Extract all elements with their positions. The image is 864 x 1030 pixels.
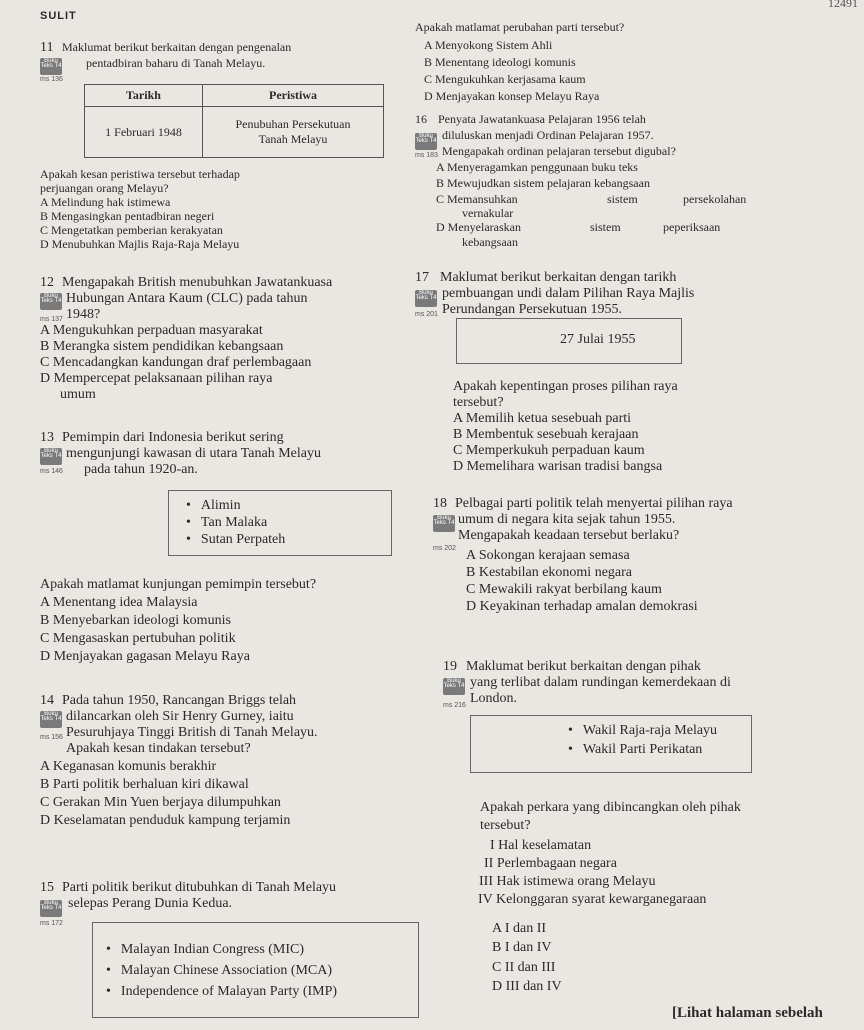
q11-stem-2: pentadbiran baharu di Tanah Melayu. xyxy=(86,56,266,70)
q19-statement-2: II Perlembagaan negara xyxy=(484,856,617,871)
q14-option-b[interactable]: B Parti politik berhaluan kiri dikawal xyxy=(40,777,249,792)
q17-stem-3: Perundangan Persekutuan 1955. xyxy=(442,302,623,317)
q11-table-event-line2: Tanah Melayu xyxy=(258,132,328,146)
page-header: SULIT xyxy=(40,10,77,22)
q16-ms: ms 183 xyxy=(415,152,438,159)
q18-number: 18 xyxy=(433,496,447,511)
q13-list-item: • Alimin xyxy=(186,498,241,514)
q11-table-header-date: Tarikh xyxy=(85,85,203,107)
q16-option-d-2[interactable]: kebangsaan xyxy=(462,235,518,249)
q13-number: 13 xyxy=(40,430,54,445)
q18-option-b[interactable]: B Kestabilan ekonomi negara xyxy=(466,565,633,580)
q12-stem-2: Hubungan Antara Kaum (CLC) pada tahun xyxy=(66,291,308,306)
q16-option-d-1b[interactable]: sistem xyxy=(590,220,621,234)
q17-number: 17 xyxy=(415,270,429,285)
q10-question: Apakah matlamat perubahan parti tersebut? xyxy=(415,20,625,34)
q12-option-a[interactable]: A Mengukuhkan perpaduan masyarakat xyxy=(40,323,263,338)
buku-teks-badge: Buku Teks T4 xyxy=(415,133,437,150)
q17-question-1: Apakah kepentingan proses pilihan raya xyxy=(453,379,678,394)
q19-option-d[interactable]: D III dan IV xyxy=(492,979,562,994)
q17-date: 27 Julai 1955 xyxy=(560,332,636,347)
q11-question-2: perjuangan orang Melayu? xyxy=(40,181,169,195)
q11-option-b[interactable]: B Mengasingkan pentadbiran negeri xyxy=(40,209,215,223)
q16-option-c-2[interactable]: vernakular xyxy=(462,206,514,220)
q16-option-c-1b[interactable]: sistem xyxy=(607,192,638,206)
q16-option-c-1c[interactable]: persekolahan xyxy=(683,192,747,206)
q12-option-d-1[interactable]: D Mempercepat pelaksanaan pilihan raya xyxy=(40,371,273,386)
q13-stem-3: pada tahun 1920-an. xyxy=(84,462,198,477)
q13-option-d[interactable]: D Menjayakan gagasan Melayu Raya xyxy=(40,649,250,664)
q18-option-c[interactable]: C Mewakili rakyat berbilang kaum xyxy=(466,582,662,597)
q19-list-item: • Wakil Raja-raja Melayu xyxy=(568,723,717,739)
q13-list-item: • Sutan Perpateh xyxy=(186,532,285,548)
q19-statement-4: IV Kelonggaran syarat kewarganegaraan xyxy=(478,892,707,907)
q19-number: 19 xyxy=(443,659,457,674)
page-corner: 12491 xyxy=(828,0,858,10)
buku-teks-badge: Buku Teks T4 xyxy=(433,515,455,532)
q19-option-b[interactable]: B I dan IV xyxy=(492,940,552,955)
q11-table-event-line1: Penubuhan Persekutuan xyxy=(235,117,351,131)
q15-stem-2: selepas Perang Dunia Kedua. xyxy=(68,896,233,911)
q10-option-b[interactable]: B Menentang ideologi komunis xyxy=(424,55,576,69)
buku-teks-badge: Buku Teks T4 xyxy=(40,448,62,465)
q19-statement-1: I Hal keselamatan xyxy=(490,838,592,853)
next-page-note: [Lihat halaman sebelah xyxy=(672,1005,823,1021)
q18-option-a[interactable]: A Sokongan kerajaan semasa xyxy=(466,548,630,563)
q12-option-b[interactable]: B Merangka sistem pendidikan kebangsaan xyxy=(40,339,284,354)
q16-stem-2: diluluskan menjadi Ordinan Pelajaran 1957. xyxy=(442,128,654,142)
q13-option-a[interactable]: A Menentang idea Malaysia xyxy=(40,595,198,610)
q18-option-d[interactable]: D Keyakinan terhadap amalan demokrasi xyxy=(466,599,698,614)
q11-stem-1: Maklumat berikut berkaitan dengan pengenalan xyxy=(62,40,292,54)
q11-option-d[interactable]: D Menubuhkan Majlis Raja-Raja Melayu xyxy=(40,237,240,251)
q19-statement-3: III Hak istimewa orang Melayu xyxy=(479,874,656,889)
q19-stem-1: Maklumat berikut berkaitan dengan pihak xyxy=(466,659,701,674)
q11-question-1: Apakah kesan peristiwa tersebut terhadap xyxy=(40,167,240,181)
q18-stem-1: Pelbagai parti politik telah menyertai pilihan raya xyxy=(455,496,733,511)
q15-ms: ms 172 xyxy=(40,920,63,927)
q11-table-header-event: Peristiwa xyxy=(203,85,384,107)
q19-ms: ms 216 xyxy=(443,702,466,709)
q16-option-c-1[interactable]: C Memansuhkan xyxy=(436,192,518,206)
q11-option-a[interactable]: A Melindung hak istimewa xyxy=(40,195,171,209)
q16-stem-1: Penyata Jawatankuasa Pelajaran 1956 telah xyxy=(438,112,646,126)
q19-option-c[interactable]: C II dan III xyxy=(492,960,556,975)
q14-option-c[interactable]: C Gerakan Min Yuen berjaya dilumpuhkan xyxy=(40,795,281,810)
q12-stem-3: 1948? xyxy=(66,307,101,322)
q10-option-a[interactable]: A Menyokong Sistem Ahli xyxy=(424,38,553,52)
buku-teks-badge: Buku Teks T4 xyxy=(40,58,62,75)
q13-ms: ms 146 xyxy=(40,468,63,475)
buku-teks-badge: Buku Teks T4 xyxy=(443,678,465,695)
buku-teks-badge: Buku Teks T4 xyxy=(40,711,62,728)
q13-list-item: • Tan Malaka xyxy=(186,515,267,531)
q12-ms: ms 137 xyxy=(40,316,63,323)
q16-option-d-1[interactable]: D Menyelaraskan xyxy=(436,220,521,234)
q19-option-a[interactable]: A I dan II xyxy=(492,921,547,936)
q14-option-a[interactable]: A Keganasan komunis berakhir xyxy=(40,759,217,774)
q11-number: 11 xyxy=(40,40,54,55)
q11-ms: ms 136 xyxy=(40,76,63,83)
q15-list-item: • Malayan Chinese Association (MCA) xyxy=(106,963,332,979)
q10-option-c[interactable]: C Mengukuhkan kerjasama kaum xyxy=(424,72,586,86)
q12-option-d-2[interactable]: umum xyxy=(60,387,96,402)
q17-question-2: tersebut? xyxy=(453,395,504,410)
q14-option-d[interactable]: D Keselamatan penduduk kampung terjamin xyxy=(40,813,291,828)
q17-option-a[interactable]: A Memilih ketua sesebuah parti xyxy=(453,411,632,426)
q11-option-c[interactable]: C Mengetatkan pemberian kerakyatan xyxy=(40,223,223,237)
q16-option-b[interactable]: B Mewujudkan sistem pelajaran kebangsaan xyxy=(436,176,650,190)
q17-ms: ms 201 xyxy=(415,311,438,318)
q17-option-c[interactable]: C Memperkukuh perpaduan kaum xyxy=(453,443,645,458)
q17-stem-1: Maklumat berikut berkaitan dengan tarikh xyxy=(440,270,677,285)
q15-list-item: • Independence of Malayan Party (IMP) xyxy=(106,984,337,1000)
q14-question: Apakah kesan tindakan tersebut? xyxy=(66,741,251,756)
q14-number: 14 xyxy=(40,693,54,708)
q13-stem-1: Pemimpin dari Indonesia berikut sering xyxy=(62,430,284,445)
q15-stem-1: Parti politik berikut ditubuhkan di Tanah Melayu xyxy=(62,880,337,895)
q19-stem-2: yang terlibat dalam rundingan kemerdekaan di xyxy=(470,675,731,690)
q16-stem-3: Mengapakah ordinan pelajaran tersebut digubal? xyxy=(442,144,676,158)
q12-option-c[interactable]: C Mencadangkan kandungan draf perlembagaan xyxy=(40,355,312,370)
q18-stem-3: Mengapakah keadaan tersebut berlaku? xyxy=(458,528,680,543)
q16-option-d-1c[interactable]: peperiksaan xyxy=(663,220,721,234)
q12-number: 12 xyxy=(40,275,54,290)
q19-stem-3: London. xyxy=(470,691,518,706)
q13-stem-2: mengunjungi kawasan di utara Tanah Melayu xyxy=(66,446,321,461)
q16-option-a[interactable]: A Menyeragamkan penggunaan buku teks xyxy=(436,160,638,174)
q17-option-d[interactable]: D Memelihara warisan tradisi bangsa xyxy=(453,459,663,474)
q14-stem-2: dilancarkan oleh Sir Henry Gurney, iaitu xyxy=(66,709,294,724)
q18-stem-2: umum di negara kita sejak tahun 1955. xyxy=(458,512,676,527)
q10-option-d[interactable]: D Menjayakan konsep Melayu Raya xyxy=(424,89,600,103)
q17-stem-2: pembuangan undi dalam Pilihan Raya Majlis xyxy=(442,286,695,301)
q14-stem-1: Pada tahun 1950, Rancangan Briggs telah xyxy=(62,693,297,708)
buku-teks-badge: Buku Teks T4 xyxy=(415,290,437,307)
q18-ms: ms 202 xyxy=(433,545,456,552)
buku-teks-badge: Buku Teks T4 xyxy=(40,900,62,917)
q15-list-item: • Malayan Indian Congress (MIC) xyxy=(106,942,304,958)
q16-number: 16 xyxy=(415,112,427,126)
q17-option-b[interactable]: B Membentuk sesebuah kerajaan xyxy=(453,427,639,442)
q11-table-event xyxy=(203,107,384,158)
q13-option-c[interactable]: C Mengasaskan pertubuhan politik xyxy=(40,631,236,646)
q11-table-date: 1 Februari 1948 xyxy=(85,107,203,158)
q19-question-1: Apakah perkara yang dibincangkan oleh pihak xyxy=(480,800,741,815)
q19-list-item: • Wakil Parti Perikatan xyxy=(568,742,702,758)
buku-teks-badge: Buku Teks T4 xyxy=(40,293,62,310)
q12-stem-1: Mengapakah British menubuhkan Jawatankuasa xyxy=(62,275,333,290)
q14-ms: ms 156 xyxy=(40,734,63,741)
q13-option-b[interactable]: B Menyebarkan ideologi komunis xyxy=(40,613,231,628)
q14-stem-3: Pesuruhjaya Tinggi British di Tanah Melayu. xyxy=(66,725,318,740)
q19-question-2: tersebut? xyxy=(480,818,531,833)
q13-question: Apakah matlamat kunjungan pemimpin tersebut? xyxy=(40,577,317,592)
q11-table xyxy=(84,84,384,158)
q15-number: 15 xyxy=(40,880,54,895)
